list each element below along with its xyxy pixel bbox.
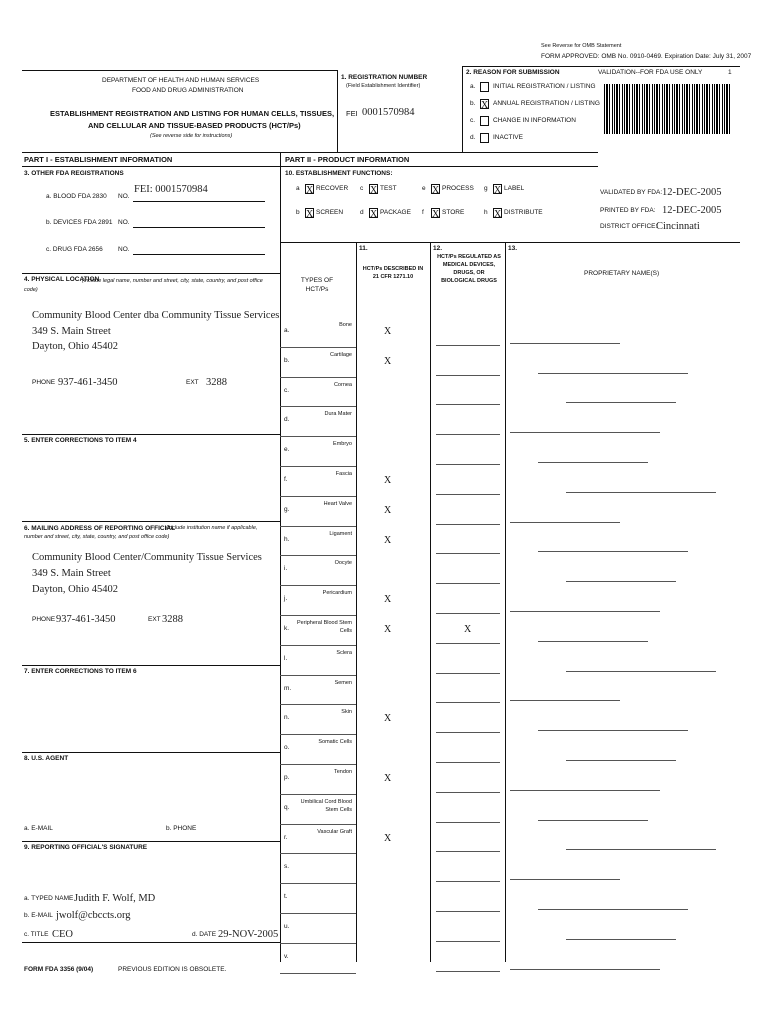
reason-for-submission-label: 2. REASON FOR SUBMISSION: [466, 69, 560, 76]
col12-line: [436, 643, 500, 644]
col12-line: [436, 464, 500, 465]
function-label: DISTRIBUTE: [504, 209, 543, 216]
reason-option-label: INACTIVE: [493, 134, 523, 141]
row-letter: i.: [284, 565, 288, 573]
row-divider: [280, 883, 356, 884]
hctp-type-name: Semen: [334, 679, 352, 686]
col12-line: [436, 494, 500, 495]
registration-number-sublabel: (Field Establishment Identifier): [346, 83, 421, 89]
col12-line: [436, 881, 500, 882]
row-letter: n.: [284, 714, 290, 722]
hctp-type-name: Embryo: [333, 441, 352, 448]
hctp-type-name: Fascia: [335, 471, 352, 477]
validated-by-label: VALIDATED BY FDA:: [600, 189, 663, 196]
col13-line: [510, 611, 660, 612]
row-divider: [280, 764, 356, 765]
printed-by-label: PRINTED BY FDA:: [600, 207, 656, 214]
col11-mark: X: [384, 355, 392, 367]
col13-line: [510, 879, 620, 880]
mailing-address-line3: Dayton, Ohio 45402: [32, 584, 119, 595]
row-letter: k.: [284, 625, 290, 632]
mailing-address-note1: (include institution name if applicable,: [166, 525, 258, 531]
col13-line: [566, 581, 676, 582]
mailing-phone-value: 937-461-3450: [56, 614, 116, 625]
row-divider: [280, 973, 356, 974]
barcode-image: [604, 84, 730, 134]
blood-fda-label: a. BLOOD FDA 2830: [46, 193, 107, 200]
col11-mark: X: [384, 594, 392, 606]
physical-address-line1: Community Blood Center dba Community Tissue Services: [32, 310, 280, 321]
mailing-address-line1: Community Blood Center/Community Tissue Services: [32, 552, 262, 563]
hctp-type-name: Vascular Graft: [317, 828, 352, 835]
col13-line: [538, 373, 688, 374]
physical-location-note: (include legal name, number and street, city, state, country, and post office code): [24, 278, 263, 293]
function-letter: a: [296, 185, 300, 192]
row-letter: h.: [284, 535, 290, 543]
omb-statement-note: See Reverse for OMB Statement: [541, 43, 622, 49]
instructions-note: (See reverse side for instructions): [150, 133, 233, 139]
signature-label: 9. REPORTING OFFICIAL'S SIGNATURE: [24, 844, 148, 851]
col12-line: [436, 524, 500, 525]
col13-line: [510, 790, 660, 791]
function-label: SCREEN: [316, 209, 344, 216]
registration-number-label: 1. REGISTRATION NUMBER: [341, 74, 428, 81]
reason-option-label: ANNUAL REGISTRATION / LISTING: [493, 100, 600, 107]
hctp-type-name: Peripheral Blood Stem Cells: [296, 620, 352, 635]
physical-phone-value: 937-461-3450: [58, 377, 118, 388]
function-checkbox[interactable]: X: [494, 209, 502, 220]
blood-no-label: NO.: [118, 193, 130, 200]
hctp-type-name: Cartilage: [329, 351, 352, 358]
row-divider: [280, 734, 356, 735]
col11-mark: X: [384, 326, 392, 337]
function-checkbox[interactable]: X: [306, 185, 314, 196]
form-approved-note: FORM APPROVED: OMB No. 0910-0469. Expiration Date: July 31, 2007: [541, 53, 752, 60]
physical-address-line3: Dayton, Ohio 45402: [32, 341, 119, 352]
part1-heading: PART I - ESTABLISHMENT INFORMATION: [24, 155, 173, 164]
function-label: LABEL: [504, 185, 525, 192]
row-divider: [280, 645, 356, 646]
row-divider: [280, 555, 356, 556]
col12-line: [436, 941, 500, 942]
col11-mark: X: [384, 504, 392, 516]
function-checkbox[interactable]: X: [370, 209, 378, 220]
district-office-label: DISTRICT OFFICE:: [600, 223, 658, 230]
function-checkbox[interactable]: X: [432, 209, 440, 220]
function-checkbox[interactable]: X: [306, 209, 314, 220]
function-letter: h: [484, 209, 488, 216]
form-title-line1: ESTABLISHMENT REGISTRATION AND LISTING FOR HUMAN CELLS, TISSUES,: [50, 109, 335, 118]
row-letter: e.: [284, 446, 290, 454]
hctp-type-name: Skin: [341, 709, 352, 716]
devices-no-label: NO.: [118, 219, 130, 226]
row-letter: s.: [284, 863, 290, 871]
us-agent-label: 8. U.S. AGENT: [24, 755, 69, 762]
mailing-ext-value: 3288: [162, 614, 183, 625]
fei-value: 0001570984: [362, 107, 415, 118]
col12-line: [436, 434, 500, 435]
official-email-value: jwolf@cbccts.org: [56, 910, 131, 921]
row-divider: [280, 913, 356, 914]
title-value: CEO: [52, 929, 73, 940]
col12-line: [436, 673, 500, 674]
col11-mark: X: [384, 624, 392, 635]
col13-number: 13.: [508, 245, 518, 252]
other-registrations-label: 3. OTHER FDA REGISTRATIONS: [24, 170, 124, 177]
col12-line: [436, 762, 500, 763]
row-letter: g.: [284, 505, 290, 513]
typed-name-value: Judith F. Wolf, MD: [74, 893, 156, 904]
col13-line: [538, 820, 648, 821]
physical-ext-label: EXT: [186, 379, 199, 386]
physical-phone-label: PHONE: [32, 379, 56, 386]
col11-mark: X: [384, 475, 392, 486]
col11-mark: X: [384, 773, 392, 784]
col13-line: [538, 551, 688, 552]
col12-line: [436, 851, 500, 852]
function-letter: e: [422, 185, 426, 192]
col12-mark: X: [464, 624, 472, 635]
mailing-address-label: 6. MAILING ADDRESS OF REPORTING OFFICIAL: [24, 525, 176, 532]
row-letter: a.: [284, 327, 290, 334]
col13-line: [538, 730, 688, 731]
types-column-header: TYPES OF HCT/Ps: [300, 277, 334, 294]
drug-fda-label: c. DRUG FDA 2656: [46, 246, 103, 253]
mailing-address-note2: number and street, city, state, country, and post office code): [24, 534, 170, 540]
hctp-type-name: Cornea: [333, 381, 352, 388]
col12-line: [436, 613, 500, 614]
col12-line: [436, 583, 500, 584]
row-letter: t.: [284, 893, 288, 901]
row-divider: [280, 406, 356, 407]
row-letter: c.: [284, 386, 290, 394]
hctp-type-name: Bone: [339, 322, 352, 328]
district-office-value: Cincinnati: [656, 221, 700, 232]
row-divider: [280, 824, 356, 825]
printed-by-value: 12-DEC-2005: [662, 205, 722, 216]
col13-line: [510, 522, 620, 523]
agency-name: FOOD AND DRUG ADMINISTRATION: [132, 87, 244, 94]
function-letter: g: [484, 185, 488, 192]
reason-checkbox[interactable]: [480, 116, 489, 126]
col12-line: [436, 792, 500, 793]
row-divider: [280, 377, 356, 378]
row-letter: q.: [284, 803, 290, 811]
col13-line: [510, 969, 660, 970]
reason-option-label: CHANGE IN INFORMATION: [493, 117, 576, 124]
col13-line: [538, 641, 648, 642]
reason-option-label: INITIAL REGISTRATION / LISTING: [493, 83, 596, 90]
col13-line: [538, 462, 648, 463]
form-id: FORM FDA 3356 (9/04): [24, 966, 94, 973]
function-label: PROCESS: [442, 185, 474, 192]
fda-use-only-label: VALIDATION--FOR FDA USE ONLY: [598, 69, 703, 76]
col12-line: [436, 822, 500, 823]
row-divider: [280, 943, 356, 944]
col13-line: [566, 492, 716, 493]
col11-number: 11.: [359, 245, 368, 252]
col12-line: [436, 345, 500, 346]
col13-line: [538, 909, 688, 910]
validated-by-value: 12-DEC-2005: [662, 187, 722, 198]
col12-header: HCT/Ps REGULATED AS MEDICAL DEVICES, DRUGS, OR BIOLOGICAL DRUGS: [437, 254, 501, 284]
col12-line: [436, 702, 500, 703]
row-letter: m.: [284, 684, 292, 692]
row-letter: f.: [284, 476, 288, 483]
col13-line: [566, 402, 676, 403]
fei-label: FEI: [346, 109, 358, 118]
function-label: TEST: [380, 185, 397, 192]
function-checkbox[interactable]: X: [370, 185, 378, 196]
date-label: d. DATE: [192, 931, 217, 938]
function-letter: b: [296, 209, 300, 216]
row-divider: [280, 526, 356, 527]
reason-checkbox[interactable]: X: [481, 100, 489, 111]
corrections-item4-label: 5. ENTER CORRECTIONS TO ITEM 4: [24, 437, 137, 444]
corrections-item6-label: 7. ENTER CORRECTIONS TO ITEM 6: [24, 668, 137, 675]
row-letter: o.: [284, 744, 290, 752]
col11-header: HCT/Ps DESCRIBED IN 21 CFR 1271.10: [362, 266, 424, 280]
obsolete-note: PREVIOUS EDITION IS OBSOLETE.: [118, 966, 227, 973]
title-label: c. TITLE: [24, 931, 49, 938]
col13-line: [566, 939, 676, 940]
col12-line: [436, 375, 500, 376]
us-agent-phone-label: b. PHONE: [166, 825, 197, 832]
col12-number: 12.: [433, 245, 443, 252]
function-label: RECOVER: [316, 185, 349, 192]
col12-line: [436, 911, 500, 912]
row-divider: [280, 794, 356, 795]
row-divider: [280, 675, 356, 676]
col11-mark: X: [384, 832, 392, 844]
mailing-address-line2: 349 S. Main Street: [32, 568, 111, 579]
physical-location-label: 4. PHYSICAL LOCATION: [24, 276, 100, 283]
physical-ext-value: 3288: [206, 377, 227, 388]
reason-checkbox[interactable]: [480, 133, 489, 143]
reason-letter: a.: [470, 83, 476, 90]
part2-heading: PART II - PRODUCT INFORMATION: [285, 155, 410, 164]
hctp-type-name: Sclera: [336, 649, 352, 656]
row-divider: [280, 585, 356, 586]
row-letter: d.: [284, 416, 290, 424]
function-letter: d: [360, 209, 364, 216]
establishment-functions-label: 10. ESTABLISHMENT FUNCTIONS:: [285, 170, 393, 177]
function-label: STORE: [442, 209, 465, 216]
row-divider: [280, 466, 356, 467]
function-letter: f: [422, 209, 424, 216]
hctp-type-name: Ligament: [329, 530, 352, 537]
row-letter: l.: [284, 654, 288, 662]
hctp-type-name: Pericardium: [322, 590, 352, 597]
drug-no-label: NO.: [118, 246, 130, 253]
devices-fda-label: b. DEVICES FDA 2891: [46, 219, 113, 226]
hctp-type-name: Somatic Cells: [318, 739, 352, 746]
row-divider: [280, 615, 356, 616]
row-letter: u.: [284, 923, 290, 930]
row-divider: [280, 496, 356, 497]
function-label: PACKAGE: [380, 209, 411, 216]
form-title-line2: AND CELLULAR AND TISSUE-BASED PRODUCTS (HCT/Ps): [88, 121, 301, 130]
col12-line: [436, 732, 500, 733]
row-letter: p.: [284, 774, 290, 781]
hctp-type-name: Heart Valve: [323, 500, 352, 507]
typed-name-label: a. TYPED NAME: [24, 895, 74, 902]
reason-letter: c.: [470, 117, 476, 124]
function-letter: c: [360, 185, 364, 192]
col12-line: [436, 553, 500, 554]
col13-line: [510, 343, 620, 344]
row-letter: j.: [284, 595, 288, 603]
row-letter: r.: [284, 833, 288, 841]
us-agent-email-label: a. E-MAIL: [24, 825, 53, 832]
blood-no-value: FEI: 0001570984: [134, 184, 208, 195]
hctp-type-name: Tendon: [333, 769, 352, 775]
col13-line: [510, 432, 660, 433]
hctp-type-name: Umbilical Cord Blood Stem Cells: [300, 798, 352, 814]
row-divider: [280, 704, 356, 705]
reason-letter: d.: [470, 134, 476, 141]
col13-line: [566, 760, 676, 761]
row-letter: b.: [284, 356, 290, 364]
col11-mark: X: [384, 534, 392, 546]
row-letter: v.: [284, 952, 289, 960]
row-divider: [280, 436, 356, 437]
physical-address-line2: 349 S. Main Street: [32, 326, 111, 337]
mailing-phone-label: PHONE: [32, 616, 56, 623]
col13-line: [566, 671, 716, 672]
col12-line: [436, 404, 500, 405]
official-email-label: b. E-MAIL: [24, 912, 53, 919]
row-divider: [280, 853, 356, 854]
department-name: DEPARTMENT OF HEALTH AND HUMAN SERVICES: [102, 77, 260, 84]
col12-line: [436, 971, 500, 972]
hctp-type-name: Dura Mater: [324, 411, 352, 418]
function-checkbox[interactable]: X: [432, 185, 440, 196]
reason-checkbox[interactable]: [480, 82, 489, 92]
date-value: 29-NOV-2005: [218, 929, 279, 940]
col13-line: [566, 849, 716, 850]
page-number: 1: [728, 69, 732, 76]
col13-line: [510, 700, 620, 701]
reason-letter: b.: [470, 100, 476, 107]
col11-mark: X: [384, 713, 392, 725]
function-checkbox[interactable]: X: [494, 185, 502, 196]
hctp-type-name: Oocyte: [334, 560, 352, 567]
col13-header: PROPRIETARY NAME(S): [584, 270, 660, 277]
row-divider: [280, 347, 356, 348]
mailing-ext-label: EXT: [148, 616, 161, 623]
